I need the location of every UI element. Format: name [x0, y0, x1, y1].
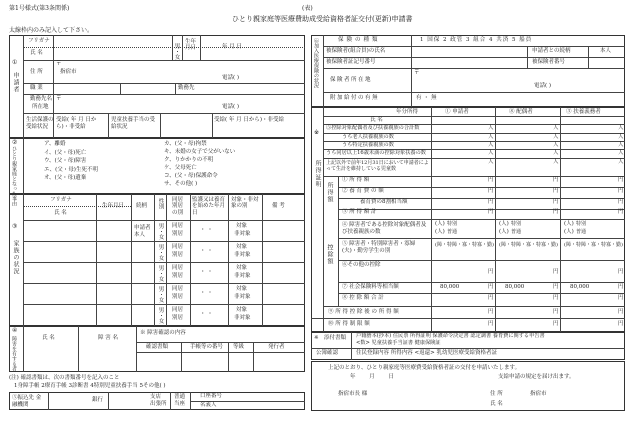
- insurance-kind-options[interactable]: 1 国保 2 政管 3 組合 4 共済 5 船員: [420, 37, 533, 43]
- income-count-label: ⑤控除対象配偶者及び扶養親族の合計数: [326, 125, 420, 131]
- income-mark: ※: [314, 129, 320, 136]
- extra-benefit-label: 附加給付の有無: [330, 95, 380, 101]
- special-label: 特別: [576, 221, 587, 227]
- target-option[interactable]: 対象: [236, 265, 248, 271]
- care-date[interactable]: ・ ・: [200, 269, 213, 275]
- deduction-options[interactable]: (障・特障・寡・特寡・勤): [435, 242, 494, 248]
- office-check-label: 公簿確認: [316, 350, 339, 356]
- phone-label[interactable]: 電話( ): [222, 75, 240, 81]
- yen-label: 円: [488, 199, 494, 205]
- name-label: 氏 名: [30, 50, 43, 56]
- yen-label: 円: [553, 309, 559, 315]
- yen-label: 円: [553, 284, 559, 290]
- family-header-furigana: フリガナ: [50, 197, 72, 203]
- declaration-name-label: 氏 名: [490, 401, 503, 407]
- care-date[interactable]: ・ ・: [200, 248, 213, 254]
- family-section-label: 家族の状況: [12, 240, 19, 275]
- family-header-care: 監護又は養育を始めた年月日: [192, 197, 226, 216]
- income-count-label: うち同居以上16歳未満の控除対象扶養の数: [326, 150, 426, 156]
- name-field[interactable]: [56, 39, 170, 59]
- yen-label: 円: [488, 177, 494, 183]
- yen-label: 円: [618, 309, 624, 315]
- target-option[interactable]: 非対象: [234, 294, 251, 300]
- living-option[interactable]: 別居: [172, 273, 184, 279]
- yen-label: 円: [488, 295, 494, 301]
- unit-label: 人: [618, 150, 624, 156]
- social-value: 80,000: [505, 284, 525, 290]
- declaration-text-2: 支給申請の規定を届け出ます。: [498, 374, 575, 380]
- deduction-label: ⑥その他の控除: [342, 262, 381, 268]
- normal-label: 普通: [447, 229, 458, 235]
- unit-label: 人: [488, 125, 494, 131]
- target-option[interactable]: 非対象: [234, 315, 251, 321]
- note-2: 1身障手帳 2療育手帳 3診断書 4特別児童扶養手当 5その他( ): [14, 383, 166, 389]
- reason-option[interactable]: サ、その他( ): [164, 181, 198, 187]
- gender-option[interactable]: 男・女: [157, 307, 164, 324]
- gender-option[interactable]: 男・女: [157, 265, 164, 282]
- branch-label[interactable]: 支店 出張所: [150, 394, 167, 407]
- disability-name-label: 氏 名: [42, 335, 55, 341]
- unit-label: 人: [553, 159, 559, 165]
- yen-label: 円: [488, 269, 494, 275]
- disability-header-issuer: 発行者: [268, 344, 285, 350]
- living-option[interactable]: 同居: [172, 244, 184, 250]
- account-number-label: 口座番号: [200, 393, 223, 399]
- deduction-label: ⑦ 社会保険料等相当額: [342, 284, 399, 290]
- target-option[interactable]: 対象: [236, 223, 248, 229]
- gender-label[interactable]: 男・女: [173, 43, 180, 60]
- insurance-section-label: ⑥加入医療保険の状況: [313, 38, 319, 88]
- job-label: 職 業: [30, 85, 43, 91]
- insurer-address-label: 保険者所在地: [330, 77, 373, 83]
- yen-label: 円: [488, 321, 494, 327]
- family-header-remarks: 備 考: [272, 203, 285, 209]
- family-header-name: 氏 名: [54, 210, 67, 216]
- bank-name[interactable]: 銀行: [92, 397, 104, 403]
- living-option[interactable]: 同居: [172, 286, 184, 292]
- deduction-label: ④ 障害者である控除対象配偶者及び扶養親族の数: [342, 222, 427, 235]
- unit-label: 人: [553, 134, 559, 140]
- disability-type-label: 障 害 名: [98, 335, 118, 341]
- workplace-phone[interactable]: 電話( ): [222, 104, 240, 110]
- deduction-options[interactable]: (障・特障・寡・特寡・勤): [564, 242, 623, 248]
- yen-label: 円: [553, 295, 559, 301]
- family-header-birth: 生年月日: [102, 203, 125, 209]
- reason-option[interactable]: キ、未婚の女子で父がいない: [164, 149, 236, 155]
- target-option[interactable]: 対象: [236, 286, 248, 292]
- deduction-label: ⑧ 控 除 額 合 計: [342, 295, 384, 301]
- yen-label: 円: [618, 188, 624, 194]
- yen-label: 円: [553, 269, 559, 275]
- reason-option[interactable]: コ、(父・母)保護命令: [164, 173, 218, 179]
- section-number-4: ④: [12, 327, 18, 334]
- instruction: 太線枠内のみ記入して下さい。: [9, 27, 94, 34]
- relation-value[interactable]: 本人: [600, 48, 612, 54]
- unit-label: 人: [488, 150, 494, 156]
- living-option[interactable]: 同居: [172, 223, 184, 229]
- target-option[interactable]: 非対象: [234, 273, 251, 279]
- reason-option[interactable]: エ、(父・母)生死不明: [44, 166, 98, 173]
- declaration-address-label: 住 所: [490, 391, 503, 397]
- protection-label: 生活保護の受給状況: [26, 117, 54, 131]
- insurer-postal: 〒: [414, 70, 420, 76]
- insured-name-label: 被保険者(組合員)の氏名: [326, 48, 386, 54]
- insurer-phone[interactable]: 電話( ): [534, 83, 552, 89]
- addressee: 指宿市長 様: [338, 391, 368, 397]
- city-value[interactable]: 指宿市: [60, 69, 77, 75]
- income-amount-label: ② 養 育 費 の 額: [342, 188, 384, 194]
- attachment-line-2: <数> 児童扶養手当証書 健康保険証: [356, 340, 441, 346]
- yen-label: 円: [553, 209, 559, 215]
- child-allowance-label: 児童扶養手当の受給状況: [111, 117, 156, 131]
- care-date[interactable]: ・ ・: [200, 311, 213, 317]
- attachment-mark: ※: [314, 335, 319, 341]
- yen-label: 円: [553, 188, 559, 194]
- reason-option[interactable]: ア、離婚: [44, 141, 66, 147]
- reason-option[interactable]: イ、(父・母)死亡: [44, 149, 87, 156]
- child-allowance-period[interactable]: 受給( 年 月 日から)・非受給: [214, 117, 285, 123]
- income-col-guardian: ③ 扶養義務者: [566, 109, 601, 115]
- yen-label: 円: [618, 199, 624, 205]
- reason-option[interactable]: ウ、(父・母)障害: [44, 158, 87, 164]
- normal-label: 普通: [511, 229, 522, 235]
- unit-label: (人): [435, 229, 445, 235]
- income-count-label: うち老人扶養親族の数: [342, 134, 394, 140]
- front-mark: (表): [302, 5, 313, 12]
- special-label: 特別: [447, 221, 458, 227]
- relation-label: 申請者との続柄: [532, 48, 571, 54]
- declaration-date[interactable]: 年 月 日: [350, 374, 400, 380]
- income-amount-label: ① 所 得 額: [342, 177, 370, 183]
- reason-option[interactable]: ク、りかかりの不明: [164, 157, 214, 163]
- target-option[interactable]: 対象: [236, 244, 248, 250]
- normal-label: 普通: [576, 229, 587, 235]
- income-count-label: 上記以外で前年12月31日において申請者によって生計を維持している児童数: [326, 160, 429, 173]
- office-check-text: 住民登録内容 所得内容 <返還> 乳幼児医療受給資格者証: [356, 350, 497, 356]
- target-option[interactable]: 非対象: [234, 252, 251, 258]
- attachment-line-1: 戸籍謄本(抄本) 住民票 所得証明 保護命令決定書 認定調書 養育費に関する申告書: [356, 333, 545, 339]
- unit-label: 人: [553, 125, 559, 131]
- income-amount-label: 養育費の8割相当額: [360, 199, 408, 205]
- yen-label: 円: [618, 269, 624, 275]
- extra-benefit-options[interactable]: 有・無: [416, 95, 439, 101]
- family-header-gender: 性別: [157, 198, 164, 209]
- disability-header-doc: 確認書類: [146, 344, 169, 350]
- disability-section-label: 障害を有する者: [11, 336, 17, 371]
- unit-label: 人: [618, 142, 624, 148]
- deduction-options[interactable]: (障・特障・寡・特寡・勤): [499, 242, 558, 248]
- account-type[interactable]: 普通 当座: [174, 394, 186, 407]
- target-option[interactable]: 対象: [236, 307, 248, 313]
- unit-label: (人): [435, 221, 445, 227]
- reason-section-label: ひとり親家庭となった事由: [11, 146, 17, 206]
- yen-label: 円: [618, 284, 624, 290]
- reason-option[interactable]: オ、(父・母)遺棄: [44, 175, 87, 181]
- workplace-name-label: 勤務先名: [30, 96, 53, 102]
- disability-check-label: ※ 障害確認の内容: [140, 330, 186, 336]
- gender-option[interactable]: 男・女: [157, 223, 164, 240]
- unit-label: (人): [499, 221, 509, 227]
- deduction-label: 控除額: [326, 244, 333, 265]
- family-header-target: 対象・非対象の別: [231, 197, 259, 210]
- living-option[interactable]: 別居: [172, 231, 184, 237]
- living-option[interactable]: 別居: [172, 294, 184, 300]
- income-amount-label: 所得額: [326, 182, 333, 203]
- insured-number-label: 被保険者番号: [532, 59, 566, 65]
- yen-label: 円: [553, 321, 559, 327]
- social-value: 80,000: [440, 284, 460, 290]
- family-header-living: 同居別居の別: [172, 197, 184, 216]
- living-option[interactable]: 同居: [172, 265, 184, 271]
- unit-label: 人: [553, 150, 559, 156]
- living-option[interactable]: 同居: [172, 307, 184, 313]
- income-limit-label: ⑩ 所 得 制 限 額: [328, 321, 370, 327]
- bank-label: ⑤振込先 金融機関: [12, 395, 42, 408]
- income-col-applicant: ① 申請者: [445, 109, 469, 115]
- living-option[interactable]: 別居: [172, 315, 184, 321]
- workplace-postal: 〒: [56, 96, 62, 102]
- disability-header-no: 手帳等の番号: [190, 344, 224, 350]
- address-label: 住 所: [30, 69, 43, 75]
- family-header-relation: 続柄: [136, 203, 148, 209]
- declaration-city[interactable]: 指宿市: [530, 391, 547, 397]
- attachment-label: 添付書類: [324, 335, 347, 341]
- income-name-row: 氏 名: [370, 117, 383, 123]
- family-applicant-row: 申請者本人: [134, 225, 151, 238]
- unit-label: 人: [488, 134, 494, 140]
- disability-header-grade: 等級: [233, 344, 245, 350]
- unit-label: (人): [499, 229, 509, 235]
- yen-label: 円: [618, 177, 624, 183]
- form-number: 第1号様式(第3条関係): [9, 5, 70, 12]
- social-value: 80,000: [570, 284, 590, 290]
- yen-label: 円: [553, 177, 559, 183]
- yen-label: 円: [618, 209, 624, 215]
- care-date[interactable]: ・ ・: [200, 290, 213, 296]
- unit-label: (人): [564, 221, 574, 227]
- birth-field[interactable]: 年 月 日: [222, 44, 242, 50]
- birth-label: 生年月日: [185, 39, 197, 51]
- unit-label: 人: [488, 159, 494, 165]
- page-title: ひとり親家庭等医療費助成受給資格者証交付(更新)申請書: [232, 15, 413, 23]
- postal-mark: 〒: [56, 61, 62, 67]
- income-count-label: うち特定扶養親族の数: [342, 142, 394, 148]
- yen-label: 円: [488, 309, 494, 315]
- year-label: 年分所得: [396, 109, 419, 115]
- section-number-3: ③: [12, 223, 18, 230]
- note-1: (注) 確認書類は、次の書類番号を記入のこと: [9, 375, 120, 381]
- furigana-label: フリガナ: [28, 38, 50, 44]
- declaration-text-1: 上記のとおり、ひとり親家庭等医療費受給資格者証の交付を申請いたします。: [328, 365, 521, 371]
- yen-label: 円: [488, 209, 494, 215]
- insured-mark-label: 被保険者証記号番号: [326, 59, 376, 65]
- unit-label: 人: [618, 125, 624, 131]
- target-option[interactable]: 非対象: [234, 231, 251, 237]
- income-section-label: 所得証明: [314, 160, 321, 188]
- income-col-spouse: ⑧ 配偶者: [509, 109, 533, 115]
- yen-label: 円: [488, 284, 494, 290]
- protection-period[interactable]: 受給( 年 月 日から)・非受給: [56, 117, 97, 131]
- yen-label: 円: [618, 321, 624, 327]
- section-number-1: ①: [12, 59, 18, 66]
- workplace-label: 勤務先: [178, 85, 195, 91]
- reason-option[interactable]: カ、(父・母)拘禁: [164, 141, 207, 147]
- gender-option[interactable]: 男・女: [157, 244, 164, 261]
- reason-option[interactable]: ケ、父母死亡: [164, 165, 197, 171]
- unit-label: 人: [618, 159, 624, 165]
- yen-label: 円: [488, 188, 494, 194]
- workplace-addr-label: 所在地: [32, 104, 49, 110]
- unit-label: (人): [564, 229, 574, 235]
- care-date[interactable]: ・ ・: [200, 227, 213, 233]
- unit-label: 人: [488, 142, 494, 148]
- unit-label: 人: [618, 134, 624, 140]
- deduction-label: ⑤ 障害者・特別障害者・寡婦(夫)・勤労学生の別: [342, 241, 416, 254]
- section-number-2: ②: [12, 139, 18, 146]
- insurance-kind-label: 保険の種類: [338, 37, 381, 43]
- after-deduction-label: ⑨ 所 得 控 除 後 の 所 得 額: [328, 309, 399, 315]
- yen-label: 円: [618, 295, 624, 301]
- special-label: 特別: [511, 221, 522, 227]
- gender-option[interactable]: 男・女: [157, 286, 164, 303]
- living-option[interactable]: 別居: [172, 252, 184, 258]
- unit-label: 人: [553, 142, 559, 148]
- applicant-section-label: 申請者: [12, 72, 19, 93]
- yen-label: 円: [553, 199, 559, 205]
- income-amount-label: ③ 所 得 額 計: [342, 209, 377, 215]
- holder-label: 名義人: [200, 402, 217, 408]
